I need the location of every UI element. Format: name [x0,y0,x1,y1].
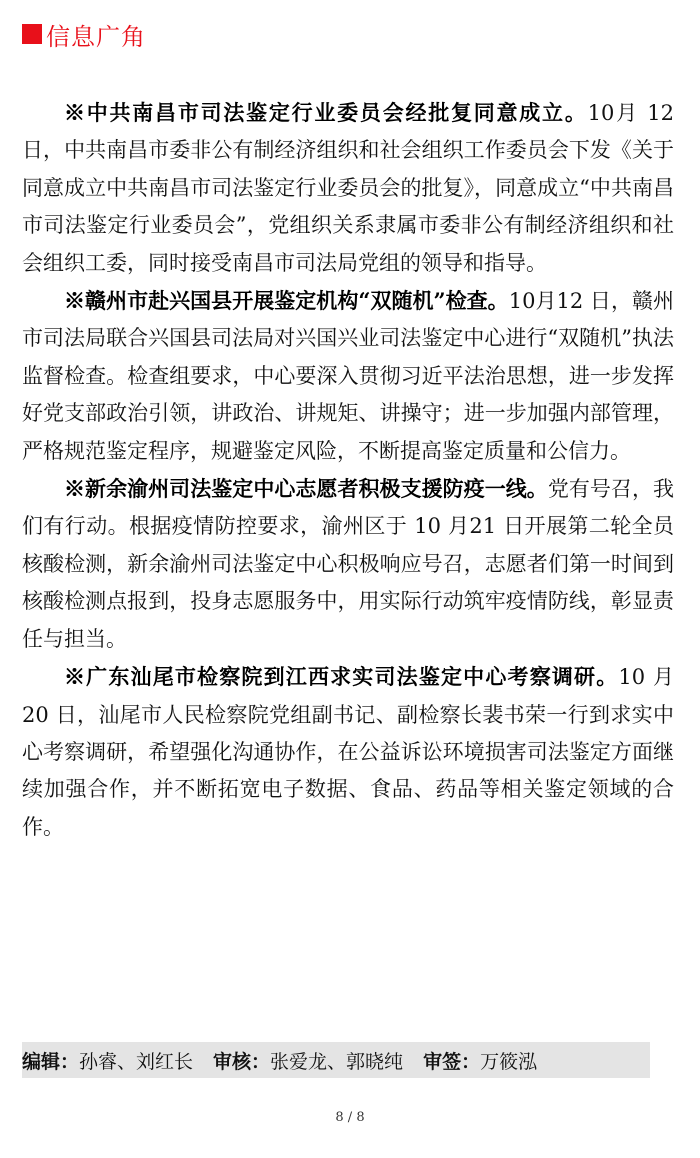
news-text: 10月12 日，赣州市司法局联合兴国县司法局对兴国兴业司法鉴定中心进行“双随机”执法监督检查。检查组要求，中心要深入贯彻习近平法治思想，进一步发挥好党支部政治引领，讲政治、讲规矩、讲操守；进一步加强内部管理，严格规范鉴定程序，规避鉴定风险，不断提高鉴定质量和公信力。 [22,289,674,463]
news-text: 10月 12 日，中共南昌市委非公有制经济组织和社会组织工作委员会下发《关于同意成立中共南昌市司法鉴定行业委员会的批复》，同意成立“中共南昌市司法鉴定行业委员会”，党组织关系隶属市委非公有制经济组织和社会组织工委，同时接受南昌市司法局党组的领导和指导。 [22,101,675,275]
editor-label: 编辑： [22,1050,80,1073]
page-number: 8 / 8 [335,1110,365,1125]
news-item-xinyu [22,470,674,658]
news-headline: ※中共南昌市司法鉴定行业委员会经批复同意成立。 [64,100,588,125]
news-headline: ※广东汕尾市检察院到江西求实司法鉴定中心考察调研。 [64,664,619,690]
reviewer-names: 张爱龙、郭晓纯 [270,1050,404,1073]
news-text: 党有号召，我们有行动。根据疫情防控要求，渝州区于 10 月21 日开展第二轮全员核酸检测，新余渝州司法鉴定中心积极响应号召，志愿者们第一时间到核酸检测点报到，投身志愿服务中，用实际行动筑牢疫情防线，彰显责任与担当。 [22,477,675,651]
footer-credits [22,1042,650,1078]
news-item-shanwei [22,658,674,846]
reviewer-label: 审核： [213,1050,271,1073]
news-headline: ※赣州市赴兴国县开展鉴定机构“双随机”检查。 [64,288,509,314]
editor-names: 孙睿、刘红长 [79,1050,194,1073]
news-headline: ※新余渝州司法鉴定中心志愿者积极支援防疫一线。 [64,476,548,502]
section-header [22,18,146,50]
section-title: 信息广角 [46,22,146,51]
news-text: 10 月 20 日，汕尾市人民检察院党组副书记、副检察长裴书荣一行到求实中心考察调研，希望强化沟通协作，在公益诉讼环境损害司法鉴定方面继续加强合作，并不断拓宽电子数据、食品、药品等相关鉴定领域的合作。 [22,665,674,839]
approver-label: 审签： [423,1050,481,1073]
news-body [22,94,674,846]
approver-names: 万筱泓 [480,1050,538,1073]
news-item-ganzhou [22,282,674,470]
red-square-icon [22,24,42,44]
news-item-nanchang [22,94,674,282]
